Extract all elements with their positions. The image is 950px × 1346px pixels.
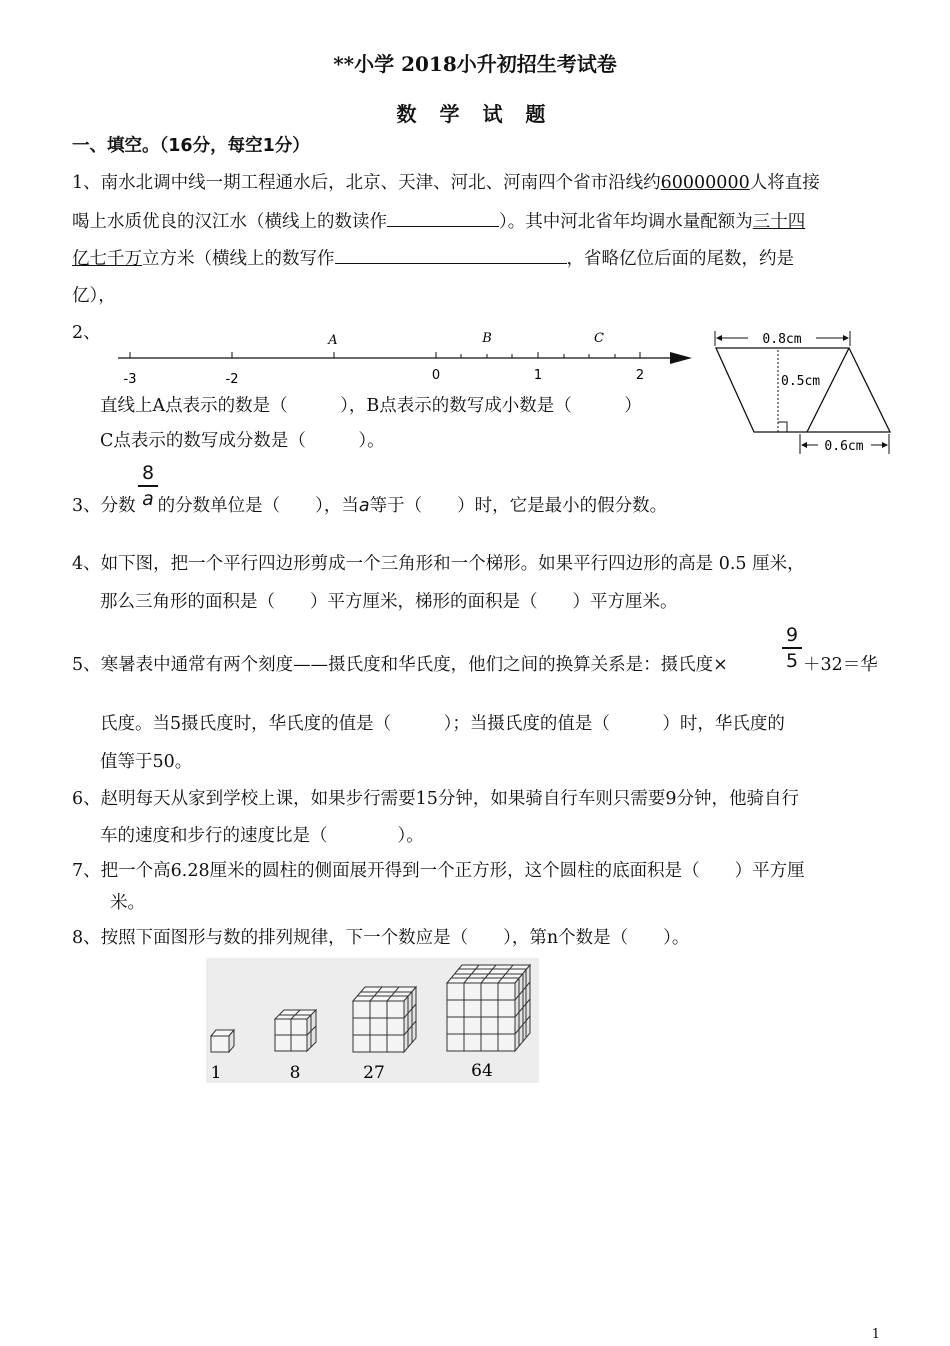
fraction-denominator: 5	[785, 649, 799, 672]
q2-line2: C点表示的数写成分数是（ ）。	[100, 431, 385, 451]
parallelogram-shape	[716, 348, 890, 432]
cube-4x4	[447, 965, 530, 1051]
q7-line1: 7、把一个高6.28厘米的圆柱的侧面展开得到一个正方形，这个圆柱的底面积是（ ）平方厘	[72, 861, 805, 881]
q5-line1: 5、寒暑表中通常有两个刻度——摄氏度和华氏度，他们之间的换算关系是：摄氏度×	[72, 655, 728, 675]
q1-text: 1、南水北调中线一期工程通水后，北京、天津、河北、河南四个省市沿线约	[72, 173, 661, 193]
q1-line3	[72, 247, 794, 270]
q2-label: 2、	[72, 323, 101, 343]
cube-2x2	[275, 1010, 316, 1051]
q4-line1: 4、如下图，把一个平行四边形剪成一个三角形和一个梯形。如果平行四边形的高是 0.5 厘米，	[72, 554, 805, 574]
q3-text: 的分数单位是（ ），当	[157, 496, 359, 516]
q1-text: 喝上水质优良的汉江水（横线上的数读作	[72, 212, 387, 232]
document-title: **小学 2018小升初招生考试卷	[333, 52, 617, 76]
q1-underlined-number: 60000000	[660, 173, 750, 193]
fraction-bar	[138, 485, 158, 487]
cube-pattern-figure	[206, 958, 539, 1083]
top-length-label: 0.8cm	[762, 332, 802, 347]
section-heading: 一、填空。（16分，每空1分）	[72, 136, 310, 156]
q3-line	[72, 495, 667, 517]
tick-label: -3	[123, 372, 137, 387]
q3-text: 等于（ ）时，它是最小的假分数。	[369, 496, 668, 516]
cube-3x3	[353, 987, 416, 1052]
q5-line1-end: ＋32＝华	[803, 655, 878, 675]
q6-line1: 6、赵明每天从家到学校上课，如果步行需要15分钟，如果骑自行车则只需要9分钟，他骑自行	[72, 789, 800, 809]
q7-line2: 米。	[110, 893, 145, 913]
tick-label: 0	[431, 368, 441, 383]
point-label-a: A	[328, 333, 338, 348]
fraction-denominator: a	[142, 487, 154, 510]
q6-line2: 车的速度和步行的速度比是（ ）。	[100, 826, 424, 846]
document-subtitle: 数 学 试 题	[396, 102, 554, 126]
q5-line3: 值等于50。	[100, 752, 193, 772]
point-label-c: C	[594, 331, 604, 346]
tick-label: 1	[533, 368, 543, 383]
parallelogram-figure	[706, 326, 892, 456]
bottom-length-label: 0.6cm	[824, 439, 864, 454]
q1-line1	[72, 172, 820, 194]
fraction-bar	[782, 647, 802, 649]
q1-text: 人将直接	[749, 173, 820, 193]
tick-label: -2	[225, 372, 239, 387]
tick-label: 2	[635, 368, 645, 383]
q8-line1: 8、按照下面图形与数的排列规律，下一个数应是（ ），第n个数是（ ）。	[72, 928, 690, 948]
q1-line2	[72, 210, 805, 233]
cut-line	[807, 348, 849, 432]
right-angle-mark	[778, 422, 787, 432]
height-label: 0.5cm	[781, 374, 821, 389]
q1-text: 立方米（横线上的数写作	[142, 249, 335, 269]
page-number: 1	[871, 1327, 880, 1342]
number-line-figure	[110, 322, 700, 390]
q5-line2: 氏度。当5摄氏度时，华氏度的值是（ ）；当摄氏度的值是（ ）时，华氏度的	[100, 714, 785, 734]
q1-answer-blank[interactable]	[387, 210, 499, 227]
cube-label: 64	[471, 1061, 493, 1081]
q1-underlined-number: 三十四	[752, 212, 806, 232]
cube-label: 1	[210, 1063, 222, 1083]
q4-line2: 那么三角形的面积是（ ）平方厘米，梯形的面积是（ ）平方厘米。	[100, 592, 678, 612]
q1-answer-blank[interactable]	[335, 247, 567, 264]
fraction-numerator: 9	[785, 624, 799, 646]
fraction-numerator: 8	[141, 462, 155, 484]
q1-underlined-number: 亿七千万	[72, 249, 142, 269]
q1-text: ）。其中河北省年均调水量配额为	[499, 212, 753, 232]
q2-line1: 直线上A点表示的数是（ ），B点表示的数写成小数是（ ）	[100, 396, 642, 416]
q3-variable: a	[358, 496, 370, 516]
q1-text: ，省略亿位后面的尾数，约是	[566, 249, 794, 269]
cube-label: 8	[289, 1063, 301, 1083]
q3-text: 3、分数	[72, 496, 136, 516]
point-label-b: B	[482, 331, 492, 346]
number-line-arrow	[670, 352, 692, 364]
cube-1x1	[211, 1030, 234, 1052]
q1-line4: 亿），	[72, 286, 116, 306]
q5-fraction	[782, 624, 802, 672]
cube-label: 27	[363, 1063, 385, 1083]
